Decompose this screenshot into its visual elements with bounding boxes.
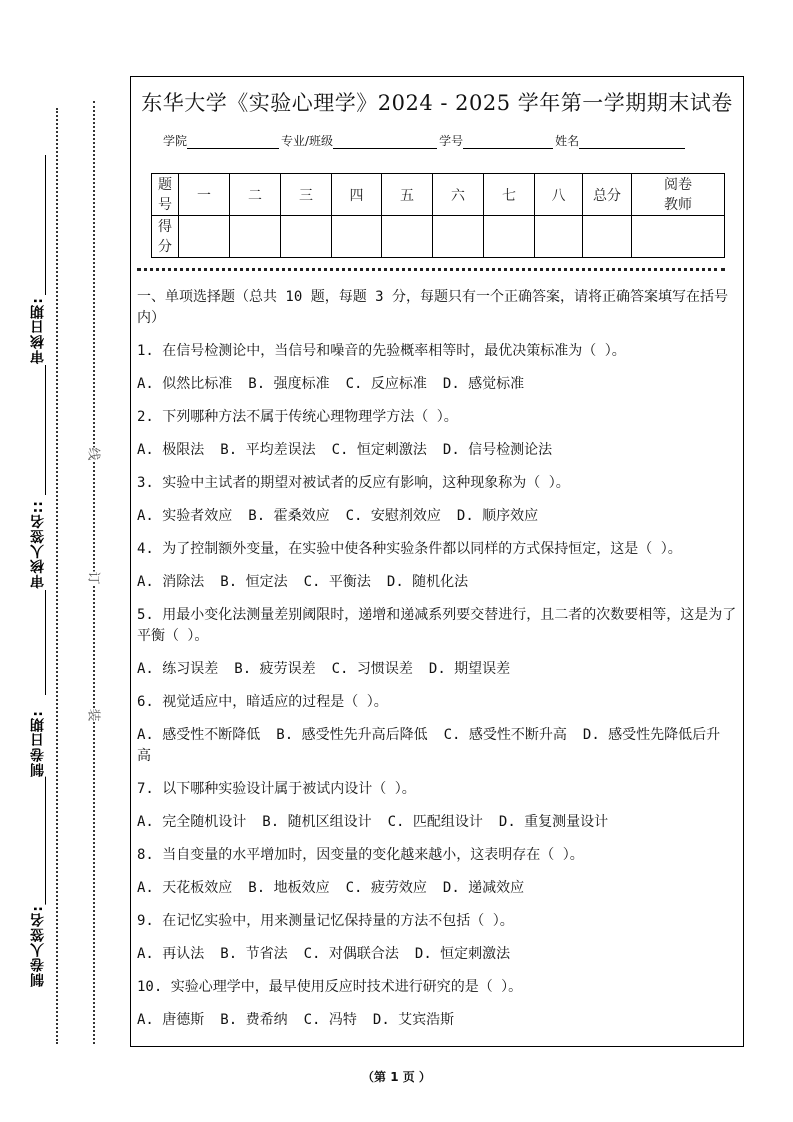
binding-char-bind: 订 — [85, 571, 101, 585]
option-d: D. 艾宾浩斯 — [372, 1012, 455, 1028]
option-a: A. 似然比标准 — [137, 376, 233, 392]
dotted-separator — [137, 268, 725, 271]
college-label: 学院 — [163, 134, 188, 148]
col-2: 二 — [230, 174, 281, 216]
question-stem-5: 5. 用最小变化法测量差别阈限时，递增和递减系列要交替进行，且二者的次数要相等，这是为了平衡（ ）。 — [137, 607, 737, 644]
head-char: 得 — [158, 218, 172, 235]
score-table — [151, 173, 725, 258]
reviewer-signature-line-top[interactable] — [45, 365, 46, 495]
score-cell-5[interactable] — [382, 216, 433, 258]
question-options-10 — [137, 1010, 739, 1031]
score-cell-8[interactable] — [535, 216, 583, 258]
question-stem-9: 9. 在记忆实验中，用来测量记忆保持量的方法不包括（ ）。 — [137, 913, 514, 929]
head-char: 题 — [158, 176, 172, 193]
student-id-label: 学号 — [439, 134, 464, 148]
review-date-line[interactable] — [45, 155, 46, 295]
prep-date-line[interactable] — [45, 775, 46, 905]
col-3: 三 — [281, 174, 332, 216]
option-c: C. 平衡法 — [303, 574, 371, 590]
score-cell-total[interactable] — [583, 216, 632, 258]
option-c: C. 疲劳效应 — [345, 880, 427, 896]
score-cell-1[interactable] — [179, 216, 230, 258]
col-5: 五 — [382, 174, 433, 216]
option-c: C. 感受性不断升高 — [443, 727, 567, 743]
exam-paper-box — [130, 76, 744, 1047]
head-char: 号 — [158, 196, 172, 213]
student-info-row — [163, 132, 687, 149]
major-class-field[interactable] — [333, 136, 437, 149]
name-field[interactable] — [579, 136, 685, 149]
col-grader — [632, 174, 725, 216]
option-b: B. 节省法 — [220, 946, 288, 962]
col-7: 七 — [484, 174, 535, 216]
option-d: D. 递减效应 — [442, 880, 525, 896]
name-label: 姓名 — [555, 134, 580, 148]
question-stem-8: 8. 当自变量的水平增加时，因变量的变化越来越小，这表明存在（ ）。 — [137, 847, 584, 863]
question-options-5 — [137, 659, 739, 680]
option-a: A. 天花板效应 — [137, 880, 233, 896]
question-stem-1: 1. 在信号检测论中，当信号和噪音的先验概率相等时，最优决策标准为（ ）。 — [137, 343, 626, 359]
option-c: C. 冯特 — [303, 1012, 357, 1028]
option-b: B. 地板效应 — [248, 880, 330, 896]
question-stem-7: 7. 以下哪种实验设计属于被试内设计（ ）。 — [137, 781, 416, 797]
option-b: B. 随机区组设计 — [262, 814, 372, 830]
option-c: C. 恒定刺激法 — [331, 442, 427, 458]
review-date-label: 审核日期: — [30, 297, 46, 364]
reviewer-signature-line[interactable] — [45, 590, 46, 695]
binding-dotted-line-inner — [56, 108, 58, 1044]
exam-title: 东华大学《实验心理学》2024 - 2025 学年第一学期期末试卷 — [141, 91, 733, 115]
option-d: D. 期望误差 — [428, 661, 511, 677]
option-d: D. 感受性先降低后升高 — [137, 727, 721, 764]
option-c: C. 反应标准 — [345, 376, 427, 392]
option-d: D. 顺序效应 — [456, 508, 539, 524]
score-cell-6[interactable] — [433, 216, 484, 258]
college-field[interactable] — [187, 136, 279, 149]
col-1: 一 — [179, 174, 230, 216]
major-class-label: 专业/班级 — [281, 134, 334, 148]
question-stem-6: 6. 视觉适应中，暗适应的过程是（ ）。 — [137, 694, 388, 710]
option-b: B. 恒定法 — [220, 574, 288, 590]
question-stem-10: 10. 实验心理学中，最早使用反应时技术进行研究的是（ ）。 — [137, 979, 523, 995]
head-char: 分 — [158, 238, 172, 255]
question-options-2 — [137, 440, 739, 461]
option-a: A. 完全随机设计 — [137, 814, 247, 830]
option-a: A. 再认法 — [137, 946, 205, 962]
question-options-3 — [137, 506, 739, 527]
score-cell-7[interactable] — [484, 216, 535, 258]
question-options-6 — [137, 725, 739, 767]
option-c: C. 匹配组设计 — [387, 814, 483, 830]
option-d: D. 重复测量设计 — [498, 814, 609, 830]
option-b: B. 强度标准 — [248, 376, 330, 392]
option-a: A. 唐德斯 — [137, 1012, 205, 1028]
option-d: D. 感觉标准 — [442, 376, 525, 392]
option-c: C. 安慰剂效应 — [345, 508, 441, 524]
reviewer-signature-label: 审核人签名:: — [30, 500, 46, 589]
option-b: B. 疲劳误差 — [234, 661, 316, 677]
section-heading: 一、单项选择题（总共 10 题，每题 3 分，每题只有一个正确答案，请将正确答案填写在括号内） — [137, 289, 728, 326]
option-d: D. 随机化法 — [386, 574, 469, 590]
prep-date-label: 制卷日期: — [30, 710, 46, 777]
option-b: B. 平均差误法 — [220, 442, 316, 458]
option-b: B. 霍桑效应 — [248, 508, 330, 524]
option-a: A. 练习误差 — [137, 661, 219, 677]
page-number: （第 1 页 ） — [362, 1070, 431, 1084]
question-number-head — [152, 174, 179, 216]
score-cell-3[interactable] — [281, 216, 332, 258]
option-b: B. 费希纳 — [220, 1012, 288, 1028]
option-a: A. 消除法 — [137, 574, 205, 590]
col-4: 四 — [332, 174, 382, 216]
question-stem-4: 4. 为了控制额外变量，在实验中使各种实验条件都以同样的方式保持恒定，这是（ ）。 — [137, 541, 682, 557]
option-a: A. 实验者效应 — [137, 508, 233, 524]
option-b: B. 感受性先升高后降低 — [276, 727, 428, 743]
score-table-header-row — [152, 174, 725, 216]
grader-label-line1: 阅卷 — [664, 176, 692, 193]
student-id-field[interactable] — [463, 136, 553, 149]
option-a: A. 感受性不断降低 — [137, 727, 261, 743]
binding-char-pack: 装 — [85, 708, 101, 722]
option-c: C. 习惯误差 — [331, 661, 413, 677]
question-stem-3: 3. 实验中主试者的期望对被试者的反应有影响，这种现象称为（ ）。 — [137, 475, 570, 491]
question-options-7 — [137, 812, 739, 833]
score-cell-grader[interactable] — [632, 216, 725, 258]
col-total: 总分 — [583, 174, 632, 216]
question-options-8 — [137, 878, 739, 899]
col-6: 六 — [433, 174, 484, 216]
score-head — [152, 216, 179, 258]
question-options-4 — [137, 572, 739, 593]
grader-label-line2: 教师 — [664, 196, 692, 213]
question-stem-2: 2. 下列哪种方法不属于传统心理物理学方法（ ）。 — [137, 409, 458, 425]
option-d: D. 恒定刺激法 — [414, 946, 511, 962]
score-cell-2[interactable] — [230, 216, 281, 258]
question-options-1 — [137, 374, 739, 395]
option-a: A. 极限法 — [137, 442, 205, 458]
option-d: D. 信号检测论法 — [442, 442, 553, 458]
preparer-signature-label: 制卷人签名: — [30, 905, 46, 987]
question-options-9 — [137, 944, 739, 965]
binding-char-line: 线 — [85, 447, 101, 461]
col-8: 八 — [535, 174, 583, 216]
option-c: C. 对偶联合法 — [303, 946, 399, 962]
score-cell-4[interactable] — [332, 216, 382, 258]
question-section — [137, 287, 739, 1043]
score-table-score-row — [152, 216, 725, 258]
